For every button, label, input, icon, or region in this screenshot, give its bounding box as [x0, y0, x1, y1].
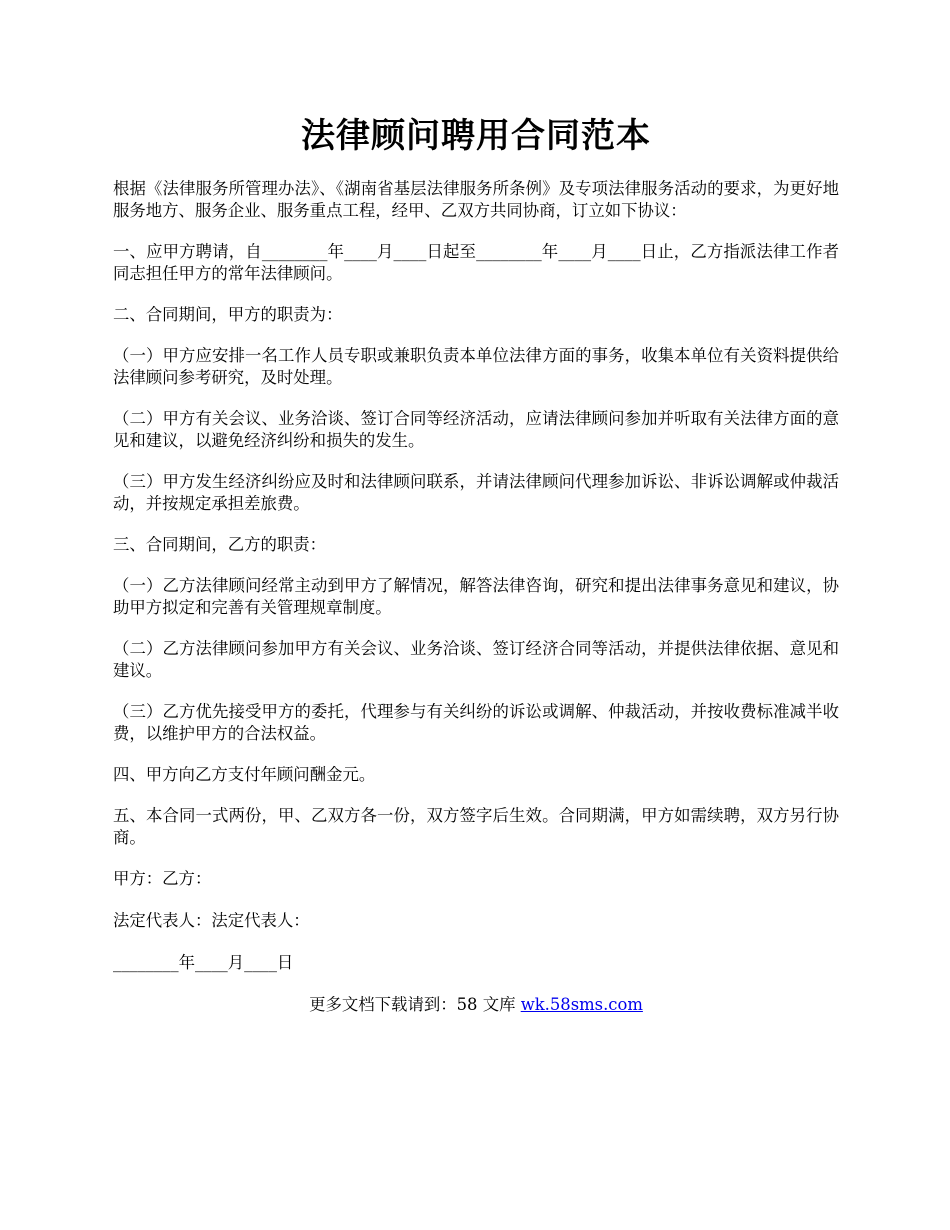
document-body — [113, 178, 839, 994]
paragraph-clause-1: 一、应甲方聘请，自________年____月____日起至________年____月____日止，乙方指派法律工作者同志担任甲方的常年法律顾问。 — [113, 242, 839, 283]
paragraph-clause-3-item-3: （三）乙方优先接受甲方的委托，代理参与有关纠纷的诉讼或调解、仲裁活动，并按收费标准减半收费，以维护甲方的合法权益。 — [113, 702, 839, 743]
footer-text: 更多文档下载请到：58 文库 — [309, 995, 521, 1014]
paragraph-clause-2-item-3: （三）甲方发生经济纠纷应及时和法律顾问联系，并请法律顾问代理参加诉讼、非诉讼调解或仲裁活动，并按规定承担差旅费。 — [113, 472, 839, 513]
document-title: 法律顾问聘用合同范本 — [301, 116, 651, 156]
paragraph-preamble: 根据《法律服务所管理办法》、《湖南省基层法律服务所条例》及专项法律服务活动的要求，为更好地服务地方、服务企业、服务重点工程，经甲、乙双方共同协商，订立如下协议： — [113, 179, 839, 220]
paragraph-representatives: 法定代表人：法定代表人： — [113, 911, 310, 930]
paragraph-clause-2-heading: 二、合同期间，甲方的职责为： — [113, 305, 343, 324]
footer-link[interactable]: wk.58sms.com — [520, 995, 643, 1014]
paragraph-clause-5: 五、本合同一式两份，甲、乙双方各一份，双方签字后生效。合同期满，甲方如需续聘，双方另行协商。 — [113, 806, 839, 847]
paragraph-clause-3-item-1: （一）乙方法律顾问经常主动到甲方了解情况，解答法律咨询，研究和提出法律事务意见和建议，协助甲方拟定和完善有关管理规章制度。 — [113, 576, 839, 617]
paragraph-parties: 甲方：乙方： — [113, 869, 212, 888]
paragraph-clause-2-item-2: （二）甲方有关会议、业务洽谈、签订合同等经济活动，应请法律顾问参加并听取有关法律方面的意见和建议，以避免经济纠纷和损失的发生。 — [113, 409, 839, 450]
paragraph-date-line: ________年____月____日 — [113, 953, 294, 972]
paragraph-clause-2-item-1: （一）甲方应安排一名工作人员专职或兼职负责本单位法律方面的事务，收集本单位有关资料提供给法律顾问参考研究，及时处理。 — [113, 346, 839, 387]
download-footer — [113, 994, 839, 1016]
paragraph-clause-3-heading: 三、合同期间，乙方的职责： — [113, 535, 327, 554]
paragraph-clause-3-item-2: （二）乙方法律顾问参加甲方有关会议、业务洽谈、签订经济合同等活动，并提供法律依据、意见和建议。 — [113, 639, 839, 680]
paragraph-clause-4: 四、甲方向乙方支付年顾问酬金元。 — [113, 765, 376, 784]
